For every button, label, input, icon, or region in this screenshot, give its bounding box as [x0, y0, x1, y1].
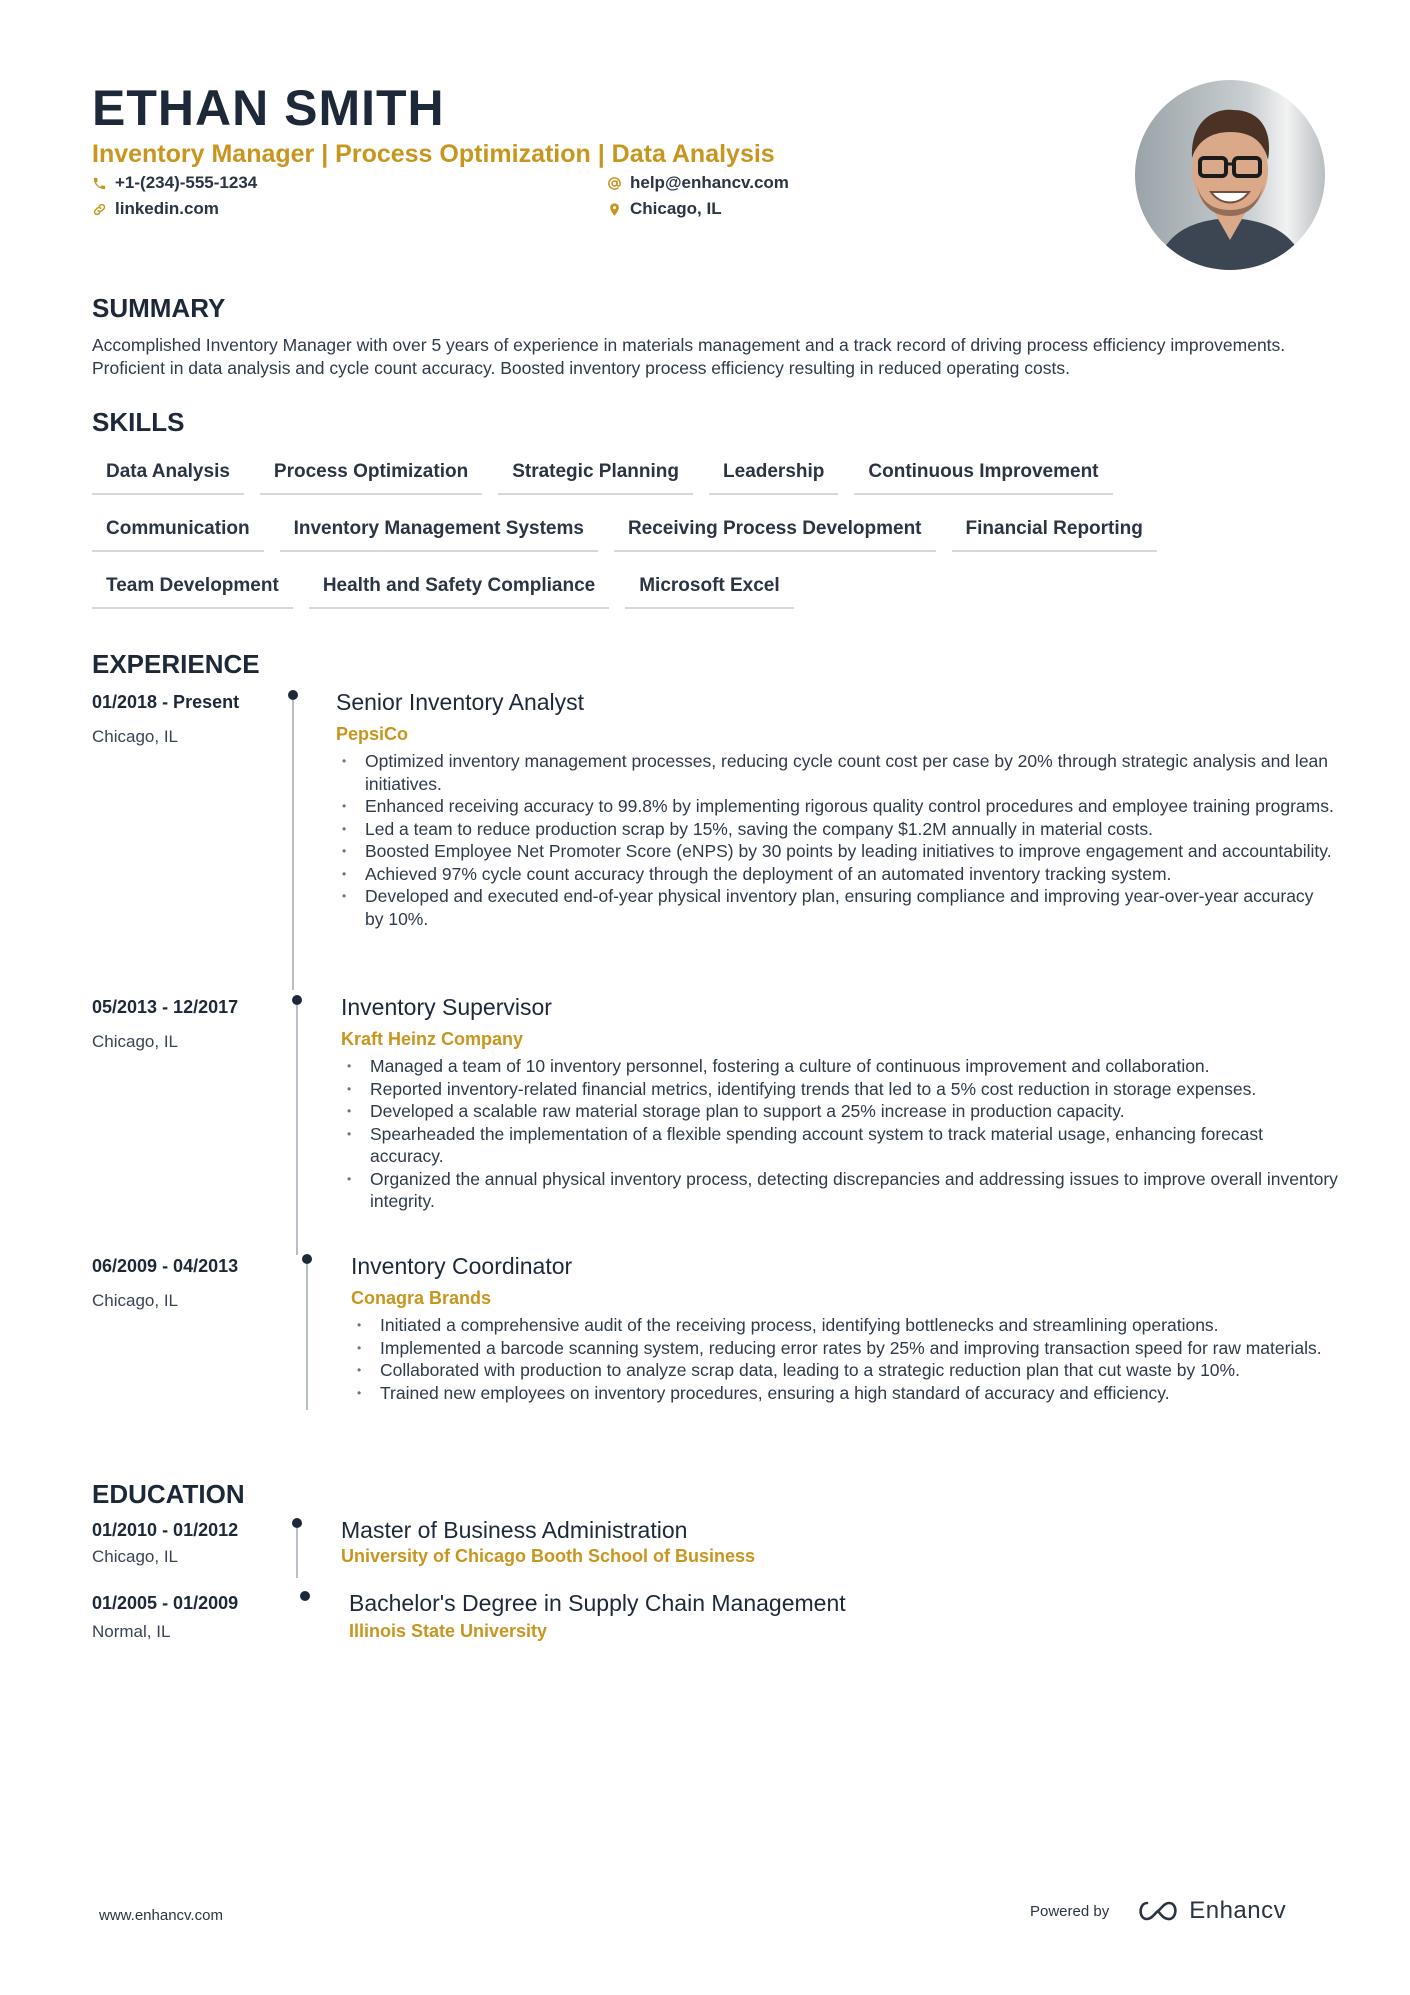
- list-item: • Led a team to reduce production scrap by 15%, saving the company $1.2M annually in material costs.: [336, 818, 1336, 841]
- entry-bullets: [336, 750, 1336, 930]
- entry-date: 01/2005 - 01/2009: [92, 1593, 239, 1613]
- skills-list: [92, 452, 1242, 623]
- education-school: Illinois State University: [349, 1621, 548, 1641]
- experience-entry: [92, 688, 1334, 978]
- entry-location: Chicago, IL: [92, 1032, 178, 1051]
- timeline-dot: [288, 690, 298, 700]
- list-item: • Collaborated with production to analyze scrap data, leading to a strategic reduction plan that cut waste by 10%.: [351, 1359, 1351, 1382]
- list-item: • Boosted Employee Net Promoter Score (eNPS) by 30 points by leading initiatives to improve engagement and accountability.: [336, 840, 1336, 863]
- entry-date: 05/2013 - 12/2017: [92, 997, 239, 1017]
- link-icon: [92, 202, 107, 217]
- profile-photo: [1135, 80, 1325, 270]
- location-pin-icon: [607, 202, 622, 217]
- linkedin-text: linkedin.com: [115, 199, 219, 218]
- skill-tag: Microsoft Excel: [625, 566, 793, 609]
- timeline-dot: [292, 995, 302, 1005]
- timeline-dot: [292, 1518, 302, 1528]
- education-entry: [92, 1589, 1322, 1659]
- skill-tag: Financial Reporting: [952, 509, 1157, 552]
- entry-date: 06/2009 - 04/2013: [92, 1256, 239, 1276]
- skills-section: [92, 406, 1322, 623]
- entry-location: Chicago, IL: [92, 1291, 178, 1310]
- list-item: • Initiated a comprehensive audit of the receiving process, identifying bottlenecks and streamlining operations.: [351, 1314, 1351, 1337]
- summary-text: Accomplished Inventory Manager with over 5 years of experience in materials management and a track record of driving process efficiency improvements. Proficient in data analysis and cycle count accuracy. Boosted inventory process efficiency resulting in reduced operating costs.: [92, 335, 1286, 378]
- skill-tag: Continuous Improvement: [854, 452, 1112, 495]
- enhancv-logo-icon: [1135, 1899, 1181, 1923]
- list-item: • Implemented a barcode scanning system, reducing error rates by 25% and improving transaction speed for raw materials.: [351, 1337, 1351, 1360]
- entry-date: 01/2010 - 01/2012: [92, 1520, 239, 1540]
- entry-company: PepsiCo: [336, 724, 409, 744]
- entry-company: Conagra Brands: [351, 1288, 492, 1308]
- brand-name: Enhancv: [1189, 1897, 1287, 1924]
- education-heading: EDUCATION: [92, 1479, 245, 1509]
- candidate-title: Inventory Manager | Process Optimization | Data Analysis: [92, 140, 775, 168]
- skill-tag: Team Development: [92, 566, 293, 609]
- list-item: • Enhanced receiving accuracy to 99.8% by implementing rigorous quality control procedures and employee training programs.: [336, 795, 1336, 818]
- skill-tag: Process Optimization: [260, 452, 482, 495]
- list-item: • Optimized inventory management processes, reducing cycle count cost per case by 20% through strategic analysis and lean initiatives.: [336, 750, 1336, 795]
- contact-phone[interactable]: [92, 172, 607, 194]
- at-icon: [607, 176, 622, 191]
- skill-tag: Receiving Process Development: [614, 509, 936, 552]
- summary-heading: SUMMARY: [92, 293, 226, 323]
- education-school: University of Chicago Booth School of Business: [341, 1546, 756, 1566]
- entry-location: Normal, IL: [92, 1622, 171, 1641]
- timeline-line: [296, 1528, 298, 1578]
- email-text: help@enhancv.com: [630, 173, 789, 192]
- skill-tag: Health and Safety Compliance: [309, 566, 609, 609]
- entry-bullets: [341, 1055, 1341, 1213]
- phone-text: +1-(234)-555-1234: [115, 173, 258, 192]
- contact-location: [607, 198, 907, 220]
- entry-date: 01/2018 - Present: [92, 692, 240, 712]
- entry-location: Chicago, IL: [92, 727, 178, 746]
- skills-heading: SKILLS: [92, 407, 185, 437]
- skill-tag: Data Analysis: [92, 452, 244, 495]
- list-item: • Trained new employees on inventory procedures, ensuring a high standard of accuracy and efficiency.: [351, 1382, 1351, 1405]
- skill-tag: Strategic Planning: [498, 452, 693, 495]
- experience-section: [92, 648, 1338, 1403]
- education-section: [92, 1478, 1322, 1641]
- skill-tag: Inventory Management Systems: [280, 509, 598, 552]
- timeline-line: [306, 1264, 308, 1410]
- entry-role: Inventory Supervisor: [341, 994, 552, 1020]
- timeline-line: [296, 1005, 298, 1255]
- candidate-name: ETHAN SMITH: [92, 80, 445, 136]
- entry-company: Kraft Heinz Company: [341, 1029, 524, 1049]
- skill-tag: Communication: [92, 509, 264, 552]
- location-text: Chicago, IL: [630, 199, 722, 218]
- footer-branding: [1030, 1897, 1286, 1925]
- contact-email[interactable]: [607, 172, 907, 194]
- entry-role: Senior Inventory Analyst: [336, 689, 585, 715]
- list-item: • Spearheaded the implementation of a flexible spending account system to track material usage, enhancing forecast accuracy.: [341, 1123, 1341, 1168]
- list-item: • Developed and executed end-of-year physical inventory plan, ensuring compliance and improving year-over-year accuracy by 10%.: [336, 885, 1336, 930]
- list-item: • Organized the annual physical inventory process, detecting discrepancies and addressing issues to improve overall inventory integrity.: [341, 1168, 1341, 1213]
- timeline-line: [292, 700, 294, 990]
- education-degree: Bachelor's Degree in Supply Chain Management: [349, 1590, 846, 1616]
- summary-section: [92, 292, 1322, 380]
- experience-entry: [92, 993, 1338, 1243]
- timeline-dot: [300, 1591, 310, 1601]
- phone-icon: [92, 176, 107, 191]
- contact-linkedin[interactable]: [92, 198, 607, 220]
- education-entry: [92, 1516, 1322, 1586]
- timeline-dot: [302, 1254, 312, 1264]
- experience-heading: EXPERIENCE: [92, 649, 260, 679]
- entry-role: Inventory Coordinator: [351, 1253, 573, 1279]
- list-item: • Developed a scalable raw material storage plan to support a 25% increase in production capacity.: [341, 1100, 1341, 1123]
- avatar: [1135, 80, 1325, 270]
- list-item: • Achieved 97% cycle count accuracy through the deployment of an automated inventory tracking system.: [336, 863, 1336, 886]
- skill-tag: Leadership: [709, 452, 838, 495]
- entry-bullets: [351, 1314, 1351, 1404]
- list-item: • Managed a team of 10 inventory personnel, fostering a culture of continuous improvement and collaboration.: [341, 1055, 1341, 1078]
- powered-by-text: Powered by: [1030, 1902, 1110, 1920]
- entry-location: Chicago, IL: [92, 1547, 178, 1566]
- experience-entry: [92, 1252, 1322, 1452]
- list-item: • Reported inventory-related financial metrics, identifying trends that led to a 5% cost reduction in storage expenses.: [341, 1078, 1341, 1101]
- footer-website[interactable]: www.enhancv.com: [99, 1907, 223, 1924]
- education-degree: Master of Business Administration: [341, 1517, 688, 1543]
